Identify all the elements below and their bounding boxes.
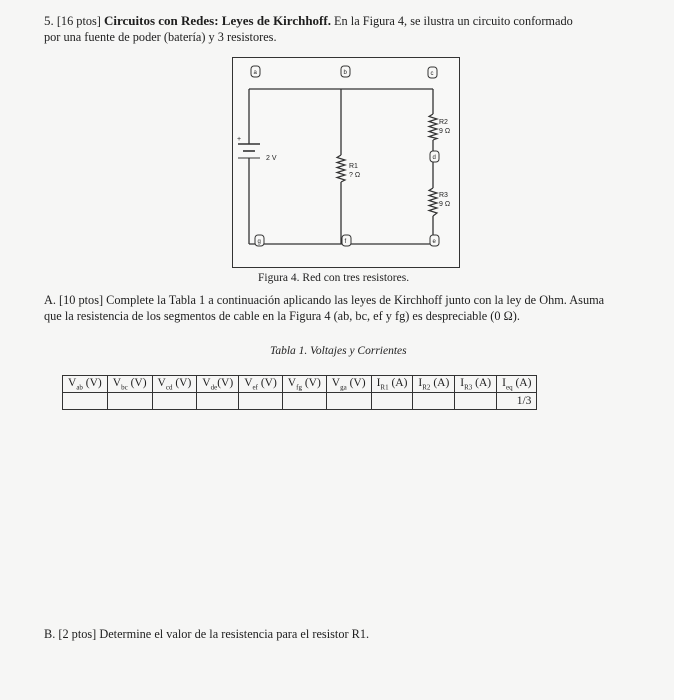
table-header-v-ga: $V_{ga}$ (V) bbox=[326, 376, 371, 393]
table-cell-v-cd[interactable] bbox=[152, 393, 197, 410]
node-a bbox=[251, 66, 260, 77]
node-g bbox=[255, 235, 264, 246]
part-a-line-2: que la resistencia de los segmentos de cable en la Figura 4 (ab, bc, ef y fg) es despreciable (0 Ω). bbox=[44, 309, 520, 323]
svg-text:f: f bbox=[344, 239, 347, 245]
r2-value-label: 9 Ω bbox=[439, 128, 451, 135]
table-cell-i-r2[interactable] bbox=[413, 393, 455, 410]
table-cell-v-ga[interactable] bbox=[326, 393, 371, 410]
table-header-i-r1: $I_{R1}$ (A) bbox=[371, 376, 413, 393]
r1-name-label: R1 bbox=[349, 163, 358, 170]
table-header-i-r3: $I_{R3}$ (A) bbox=[455, 376, 497, 393]
table-header-v-ab: $V_{ab}$ (V) bbox=[63, 376, 108, 393]
table-cell-v-bc[interactable] bbox=[107, 393, 152, 410]
table-cell-v-de[interactable] bbox=[197, 393, 239, 410]
table-header-v-bc: $V_{bc}$ (V) bbox=[107, 376, 152, 393]
resistor-r1-symbol bbox=[337, 155, 345, 182]
svg-text:b: b bbox=[343, 70, 347, 76]
svg-text:e: e bbox=[432, 239, 436, 245]
table-cell-i-r1[interactable] bbox=[371, 393, 413, 410]
table-cell-v-ef[interactable] bbox=[239, 393, 283, 410]
question-title: Circuitos con Redes: Leyes de Kirchhoff. bbox=[103, 13, 331, 28]
svg-text:c: c bbox=[430, 71, 434, 77]
part-b-text: Determine el valor de la resistencia para el resistor R1. bbox=[99, 627, 370, 641]
node-e bbox=[430, 235, 439, 246]
circuit-figure bbox=[232, 57, 460, 268]
node-b bbox=[341, 66, 350, 77]
resistor-r2-symbol bbox=[429, 114, 437, 140]
question-number: 5. bbox=[44, 13, 54, 28]
part-b bbox=[44, 627, 369, 642]
table-header-v-ef: $V_{ef}$ (V) bbox=[239, 376, 283, 393]
svg-text:a: a bbox=[253, 70, 257, 76]
table-header-row bbox=[63, 376, 537, 393]
node-c bbox=[428, 67, 437, 78]
svg-text:g: g bbox=[257, 239, 261, 245]
table-caption: Tabla 1. Voltajes y Corrientes bbox=[270, 345, 407, 357]
svg-text:d: d bbox=[432, 155, 436, 161]
node-d bbox=[430, 151, 439, 162]
table-header-i-eq: $I_{eq}$ (A) bbox=[497, 376, 537, 393]
r3-name-label: R3 bbox=[439, 192, 448, 199]
part-a-label: A. [10 ptos] bbox=[44, 293, 104, 307]
resistor-r3-symbol bbox=[429, 188, 437, 216]
table-row bbox=[63, 393, 537, 410]
question-5-header bbox=[44, 13, 649, 45]
question-points: [16 ptos] bbox=[56, 14, 101, 28]
figure-caption: Figura 4. Red con tres resistores. bbox=[258, 272, 410, 284]
voltages-currents-table bbox=[62, 375, 537, 410]
r1-value-label: ? Ω bbox=[349, 172, 361, 179]
part-b-label: B. [2 ptos] bbox=[44, 627, 97, 641]
battery bbox=[238, 144, 260, 158]
r3-value-label: 9 Ω bbox=[439, 201, 451, 208]
r2-name-label: R2 bbox=[439, 119, 448, 126]
table-header-i-r2: $I_{R2}$ (A) bbox=[413, 376, 455, 393]
question-intro-2: por una fuente de poder (batería) y 3 resistores. bbox=[44, 30, 277, 44]
table-cell-i-r3[interactable] bbox=[455, 393, 497, 410]
table-header-v-de: $V_{de}(V)$ bbox=[197, 376, 239, 393]
table-header-v-cd: $V_{cd}$ (V) bbox=[152, 376, 197, 393]
table-cell-i-eq[interactable]: 1/3 bbox=[497, 393, 537, 410]
part-a-line-1: Complete la Tabla 1 a continuación aplicando las leyes de Kirchhoff junto con la ley de Ohm. Asuma bbox=[106, 293, 605, 307]
table-cell-v-ab[interactable] bbox=[63, 393, 108, 410]
battery-voltage-label: 2 V bbox=[266, 155, 277, 162]
part-a bbox=[44, 292, 654, 324]
question-intro-1: En la Figura 4, se ilustra un circuito conformado bbox=[334, 14, 573, 28]
battery-plus-label: + bbox=[237, 136, 242, 143]
circuit-diagram bbox=[233, 58, 459, 267]
node-f bbox=[342, 235, 351, 246]
table-cell-v-fg[interactable] bbox=[282, 393, 326, 410]
table-header-v-fg: $V_{fg}$ (V) bbox=[282, 376, 326, 393]
